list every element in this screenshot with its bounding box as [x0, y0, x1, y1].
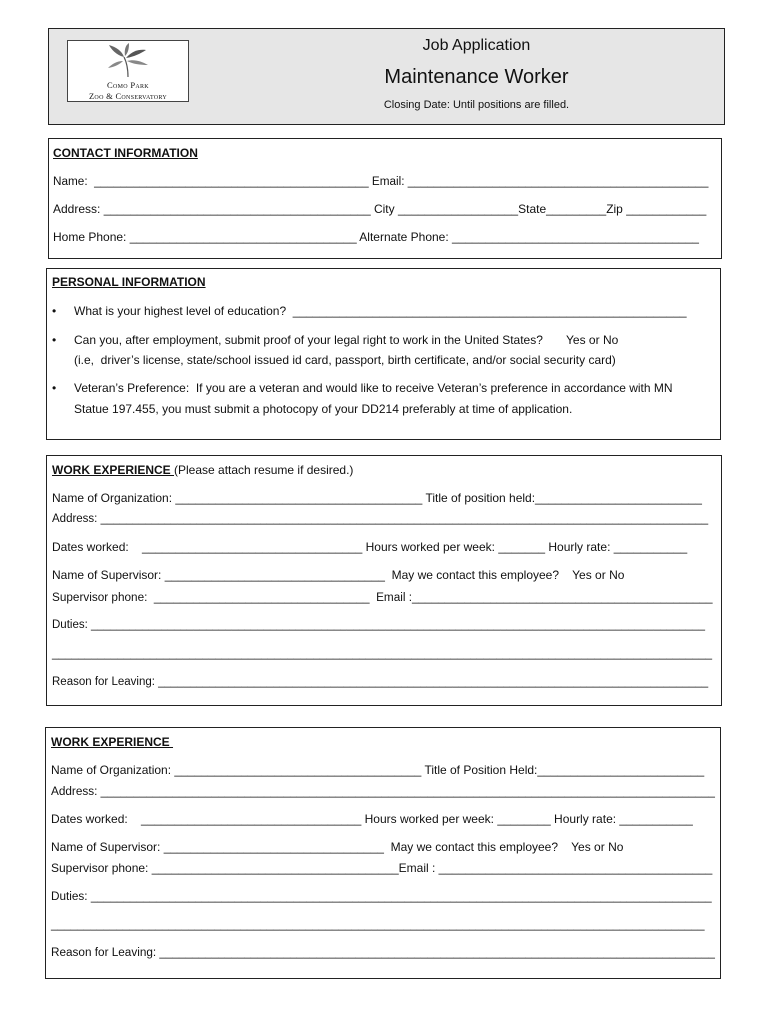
personal-heading: PERSONAL INFORMATION — [52, 275, 206, 289]
work1-heading-row — [52, 463, 353, 478]
work2-duties-blank[interactable]: ____________________________________________________________________________________________________ — [51, 918, 705, 931]
work1-duties-blank[interactable]: _____________________________________________________________________________________________________ — [52, 647, 713, 660]
work2-reason-field[interactable]: Reason for Leaving: _____________________________________________________________________________________ — [51, 946, 715, 959]
work1-supervisor-phone-field[interactable]: Supervisor phone: _________________________________ Email :______________________________________________ — [52, 591, 713, 604]
bullet-icon: • — [52, 333, 57, 347]
work-authorization-question[interactable]: Can you, after employment, submit proof of your legal right to work in the United States? Yes or No — [74, 333, 619, 347]
header-panel — [48, 28, 725, 125]
work1-heading: WORK EXPERIENCE — [52, 463, 175, 477]
work1-reason-field[interactable]: Reason for Leaving: ______________________________________________________________________________________ — [52, 676, 709, 688]
zoo-logo — [67, 40, 189, 102]
veteran-preference-text: Veteran’s Preference: If you are a veteran and would like to receive Veteran’s preference in accordance with MN — [74, 381, 673, 395]
phone-field[interactable]: Home Phone: __________________________________ Alternate Phone: _____________________________________ — [53, 230, 699, 244]
work1-heading-note: (Please attach resume if desired.) — [174, 463, 354, 477]
address-city-field[interactable]: Address: ________________________________________ City __________________State_________Zip ____________ — [53, 202, 707, 216]
education-question[interactable]: What is your highest level of education? ___________________________________________________________ — [74, 304, 687, 318]
work2-dates-field[interactable]: Dates worked: _________________________________ Hours worked per week: ________ Hourly rate: ___________ — [51, 812, 693, 826]
logo-line-2: Zoo & Conservatory — [88, 91, 168, 101]
work1-org-field[interactable]: Name of Organization: _____________________________________ Title of position held:_________________________ — [52, 491, 702, 505]
bullet-icon: • — [52, 304, 57, 318]
position-title: Maintenance Worker — [384, 66, 569, 88]
work1-dates-field[interactable]: Dates worked: _________________________________ Hours worked per week: _______ Hourly rate: ___________ — [52, 540, 688, 554]
form-title: Job Application — [422, 37, 531, 54]
contact-heading: CONTACT INFORMATION — [53, 146, 198, 160]
contact-section — [48, 138, 722, 259]
work2-supervisor-phone-field[interactable]: Supervisor phone: _____________________________________Email : _________________________________________ — [51, 861, 713, 875]
work2-supervisor-field[interactable]: Name of Supervisor: _________________________________ May we contact this employee? Yes or No — [51, 840, 624, 854]
work2-org-field[interactable]: Name of Organization: _____________________________________ Title of Position Held:_________________________ — [51, 763, 705, 777]
work2-address-field[interactable]: Address: ______________________________________________________________________________________________ — [51, 785, 715, 798]
logo-line-1: Como Park — [107, 80, 149, 90]
work1-duties-field[interactable]: Duties: ________________________________________________________________________________________________ — [52, 619, 705, 631]
work-experience-2 — [45, 727, 721, 979]
name-email-field[interactable]: Name: __________________________________________ Email: ______________________________________________ — [53, 175, 709, 188]
veteran-preference-text-2: Statue 197.455, you must submit a photocopy of your DD214 preferably at time of application. — [74, 402, 573, 416]
work2-heading: WORK EXPERIENCE — [51, 735, 174, 749]
personal-section — [46, 268, 721, 440]
work-authorization-note: (i.e, driver’s license, state/school issued id card, passport, birth certificate, and/or social security card) — [74, 353, 616, 367]
work1-address-field[interactable]: Address: _______________________________________________________________________________________________ — [52, 513, 709, 525]
work2-duties-field[interactable]: Duties: _______________________________________________________________________________________________ — [51, 890, 712, 903]
bullet-icon: • — [52, 381, 57, 395]
closing-date: Closing Date: Until positions are filled. — [383, 99, 570, 111]
flower-icon — [106, 43, 150, 79]
work1-supervisor-field[interactable]: Name of Supervisor: _________________________________ May we contact this employee? Yes or No — [52, 568, 625, 582]
work-experience-1 — [46, 455, 722, 706]
